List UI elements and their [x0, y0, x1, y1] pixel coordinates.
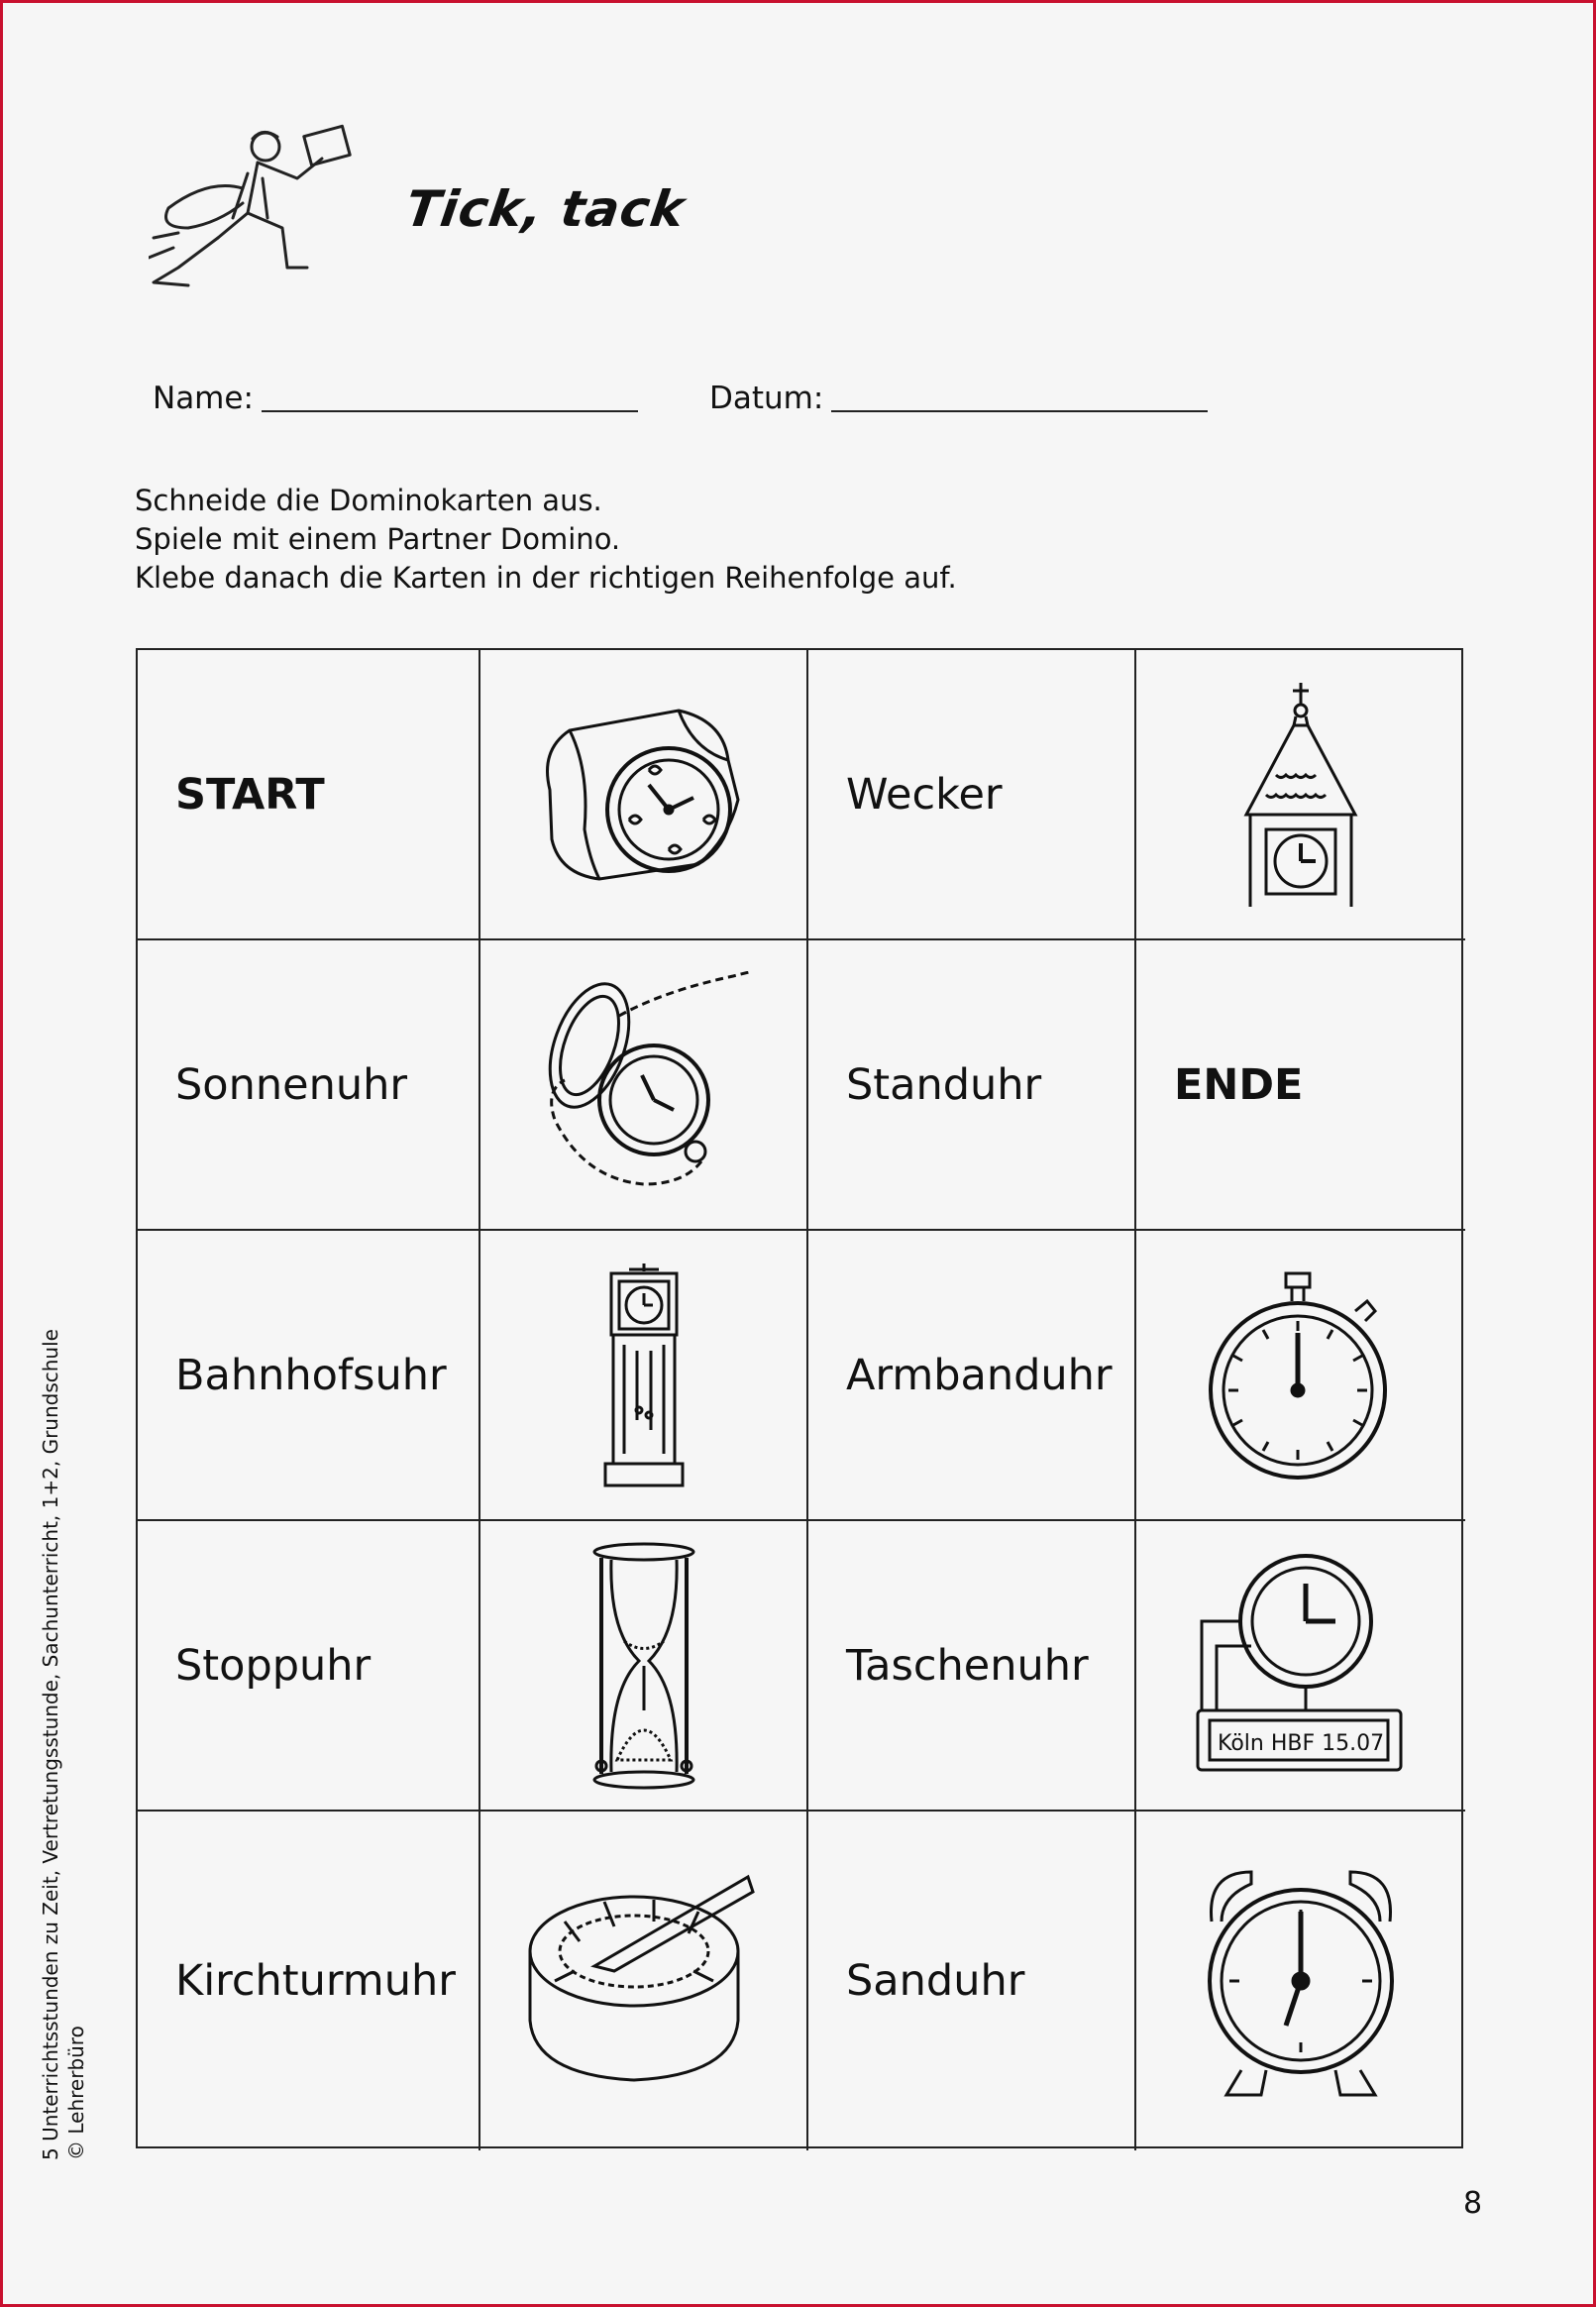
domino-card-picture[interactable] [480, 650, 808, 940]
date-label: Datum: [709, 381, 824, 416]
instruction-line: Schneide die Dominokarten aus. [135, 484, 602, 517]
domino-card-picture[interactable] [480, 940, 808, 1231]
grandfather-clock-icon [599, 1262, 689, 1489]
station-sign-text: Köln HBF 15.07 [1218, 1730, 1385, 1756]
domino-grid [136, 648, 1463, 2148]
name-label: Name: [153, 381, 254, 416]
domino-card-text[interactable]: Stoppuhr [138, 1521, 480, 1812]
pocket-watch-icon [525, 971, 763, 1199]
domino-card-text[interactable]: Bahnhofsuhr [138, 1231, 480, 1521]
domino-card-picture[interactable] [1136, 1812, 1465, 2150]
domino-card-picture[interactable] [1136, 650, 1465, 940]
domino-card-picture[interactable] [480, 1521, 808, 1812]
instructions [135, 482, 957, 598]
domino-card-text[interactable]: Armbanduhr [808, 1231, 1136, 1521]
domino-card-text[interactable]: Sonnenuhr [138, 940, 480, 1231]
station-clock-icon [1192, 1552, 1410, 1780]
date-line[interactable] [831, 410, 1208, 412]
hourglass-icon [589, 1542, 698, 1790]
running-postman-icon [149, 119, 376, 292]
page-number: 8 [1463, 2186, 1483, 2221]
name-line[interactable] [262, 410, 638, 412]
instruction-line: Spiele mit einem Partner Domino. [135, 522, 621, 556]
sidebar-line: 5 Unterrichtsstunden zu Zeit, Vertretungsstunde, Sachunterricht, 1+2, Grundschule [39, 1329, 62, 2160]
domino-card-picture[interactable] [480, 1231, 808, 1521]
domino-card-text[interactable]: Taschenuhr [808, 1521, 1136, 1812]
domino-card-text[interactable]: Kirchturmuhr [138, 1812, 480, 2150]
copyright-sidebar [38, 1329, 89, 2160]
instruction-line: Klebe danach die Karten in der richtigen Reihenfolge auf. [135, 561, 957, 595]
date-field [709, 381, 1208, 416]
sidebar-line: © Lehrerbüro [64, 2026, 88, 2160]
domino-card-text[interactable]: Wecker [808, 650, 1136, 940]
sundial-icon [525, 1872, 763, 2090]
page-title: Tick, tack [401, 180, 690, 238]
church-tower-clock-icon [1236, 681, 1365, 909]
domino-card-picture[interactable] [480, 1812, 808, 2150]
domino-card-picture[interactable] [1136, 1231, 1465, 1521]
alarm-clock-icon [1192, 1862, 1410, 2100]
domino-card-text[interactable]: Standuhr [808, 940, 1136, 1231]
domino-card-picture[interactable] [1136, 1521, 1465, 1812]
domino-card-text[interactable]: START [138, 650, 480, 940]
stopwatch-icon [1207, 1271, 1395, 1480]
wristwatch-icon [530, 691, 758, 899]
domino-card-text[interactable]: ENDE [1136, 940, 1465, 1231]
domino-card-text[interactable]: Sanduhr [808, 1812, 1136, 2150]
name-field [153, 381, 638, 416]
